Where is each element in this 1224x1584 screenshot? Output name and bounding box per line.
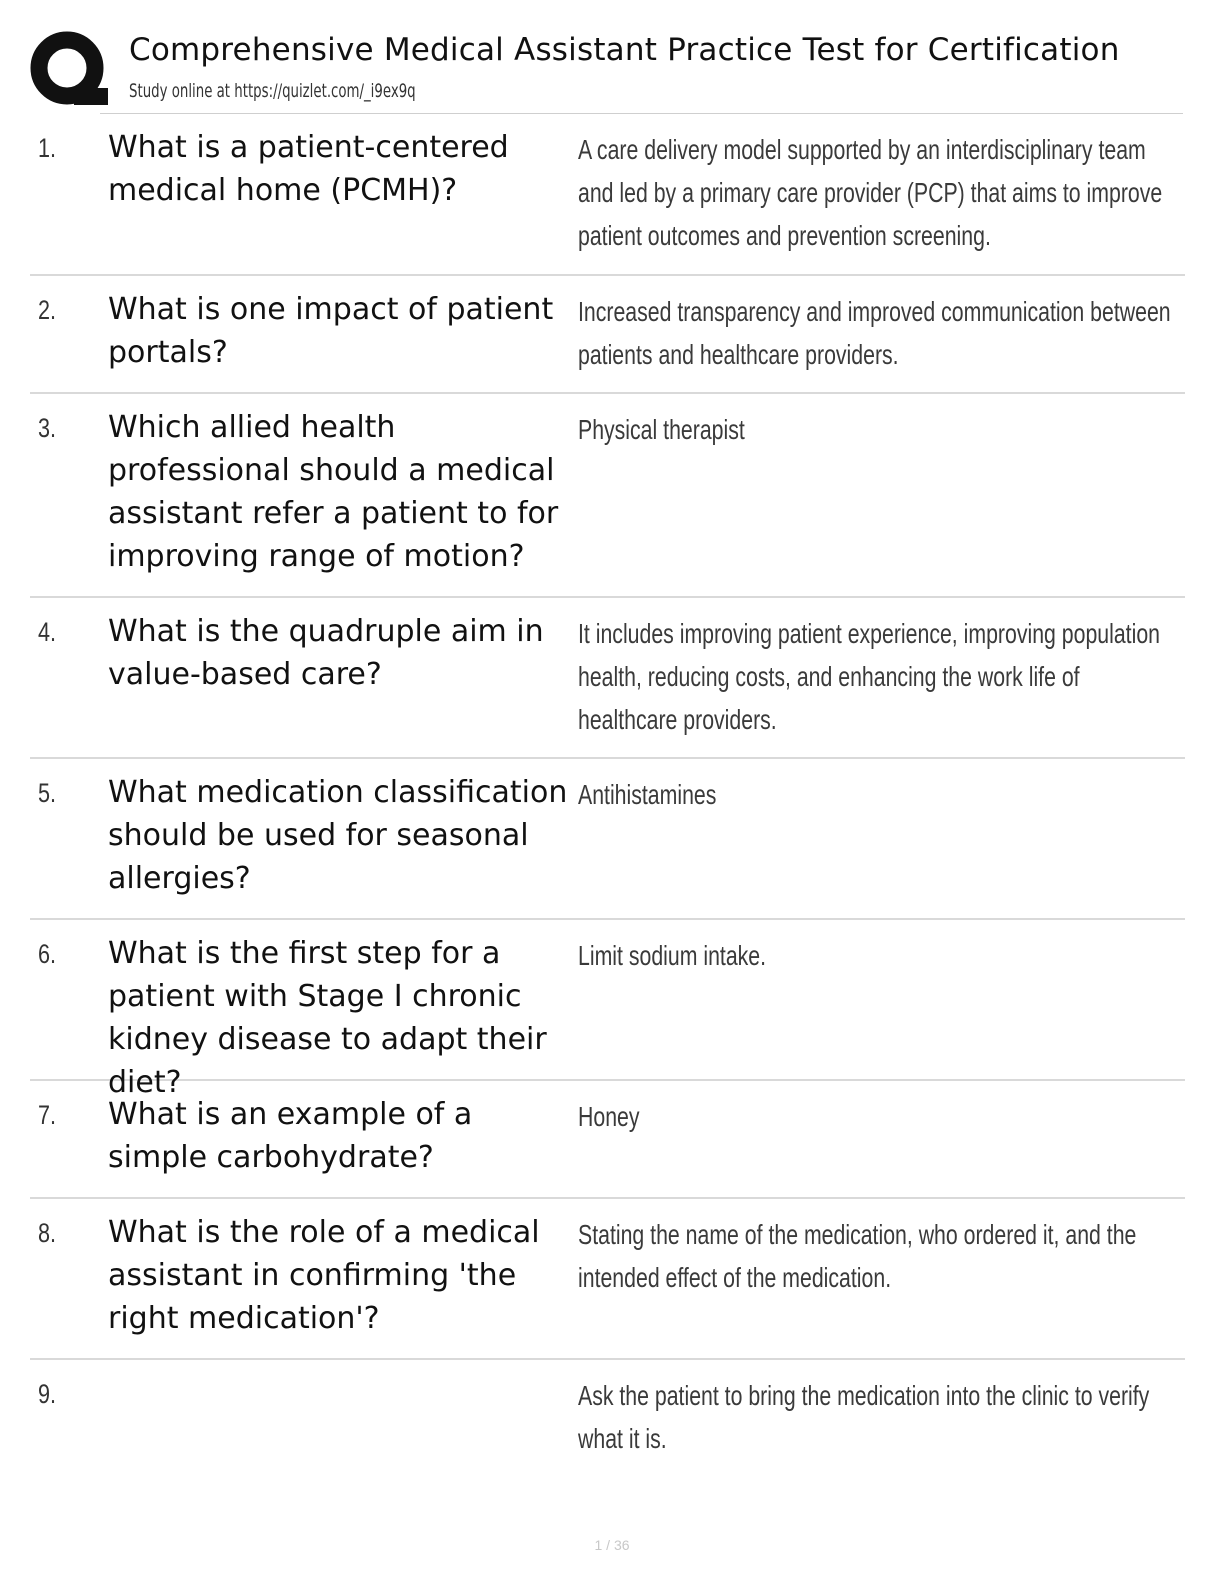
flashcard — [30, 114, 1185, 276]
flashcard — [30, 598, 1185, 759]
card-number: 9. — [38, 1379, 57, 1409]
study-online-link[interactable]: Study online at https://quizlet.com/_i9ex9q — [129, 80, 416, 102]
page-title: Comprehensive Medical Assistant Practice Test for Certification — [129, 32, 1120, 68]
card-number: 5. — [38, 778, 57, 808]
card-answer: Antihistamines — [578, 779, 717, 810]
flashcard — [30, 920, 1185, 1100]
flashcard — [30, 1081, 1185, 1199]
card-question — [108, 1360, 578, 1480]
page-number: 1 / 36 — [594, 1537, 630, 1553]
flashcard — [30, 394, 1185, 598]
card-question: What is one impact of patient portals? — [108, 292, 554, 370]
card-answer: Limit sodium intake. — [578, 940, 767, 971]
card-question: What is the first step for a patient with Stage I chronic kidney disease to adapt their diet? — [108, 936, 547, 1100]
card-answer: Ask the patient to bring the medication into the clinic to verify what it is. — [578, 1380, 1150, 1454]
card-number: 6. — [38, 939, 57, 969]
flashcard — [30, 1360, 1185, 1480]
page-header — [30, 30, 1185, 114]
card-number: 1. — [38, 133, 57, 163]
flashcard — [30, 1199, 1185, 1360]
card-answer: A care delivery model supported by an interdisciplinary team and led by a primary care provider (PCP) that aims to improve patient outcomes and prevention screening. — [578, 134, 1163, 251]
card-answer: It includes improving patient experience, improving population health, reducing costs, and enhancing the work life of healthcare providers. — [578, 618, 1160, 735]
quizlet-logo-icon — [30, 30, 110, 110]
card-number: 4. — [38, 617, 57, 647]
card-number: 3. — [38, 413, 57, 443]
card-answer: Increased transparency and improved communication between patients and healthcare providers. — [578, 296, 1171, 370]
card-question: What is the role of a medical assistant in confirming 'the right medication'? — [108, 1215, 540, 1336]
card-question: Which allied health professional should a medical assistant refer a patient to for improving range of motion? — [108, 410, 559, 574]
flashcard-list — [30, 114, 1185, 1480]
card-question: What is an example of a simple carbohydrate? — [108, 1097, 473, 1175]
card-question: What medication classification should be used for seasonal allergies? — [108, 775, 568, 896]
card-answer: Physical therapist — [578, 414, 745, 445]
flashcard — [30, 759, 1185, 920]
card-number: 7. — [38, 1100, 57, 1130]
card-number: 2. — [38, 295, 57, 325]
card-number: 8. — [38, 1218, 57, 1248]
flashcard — [30, 276, 1185, 394]
card-question: What is the quadruple aim in value-based care? — [108, 614, 544, 692]
card-answer: Stating the name of the medication, who ordered it, and the intended effect of the medication. — [578, 1219, 1137, 1293]
card-answer: Honey — [578, 1101, 640, 1132]
card-question: What is a patient-centered medical home (PCMH)? — [108, 130, 509, 208]
